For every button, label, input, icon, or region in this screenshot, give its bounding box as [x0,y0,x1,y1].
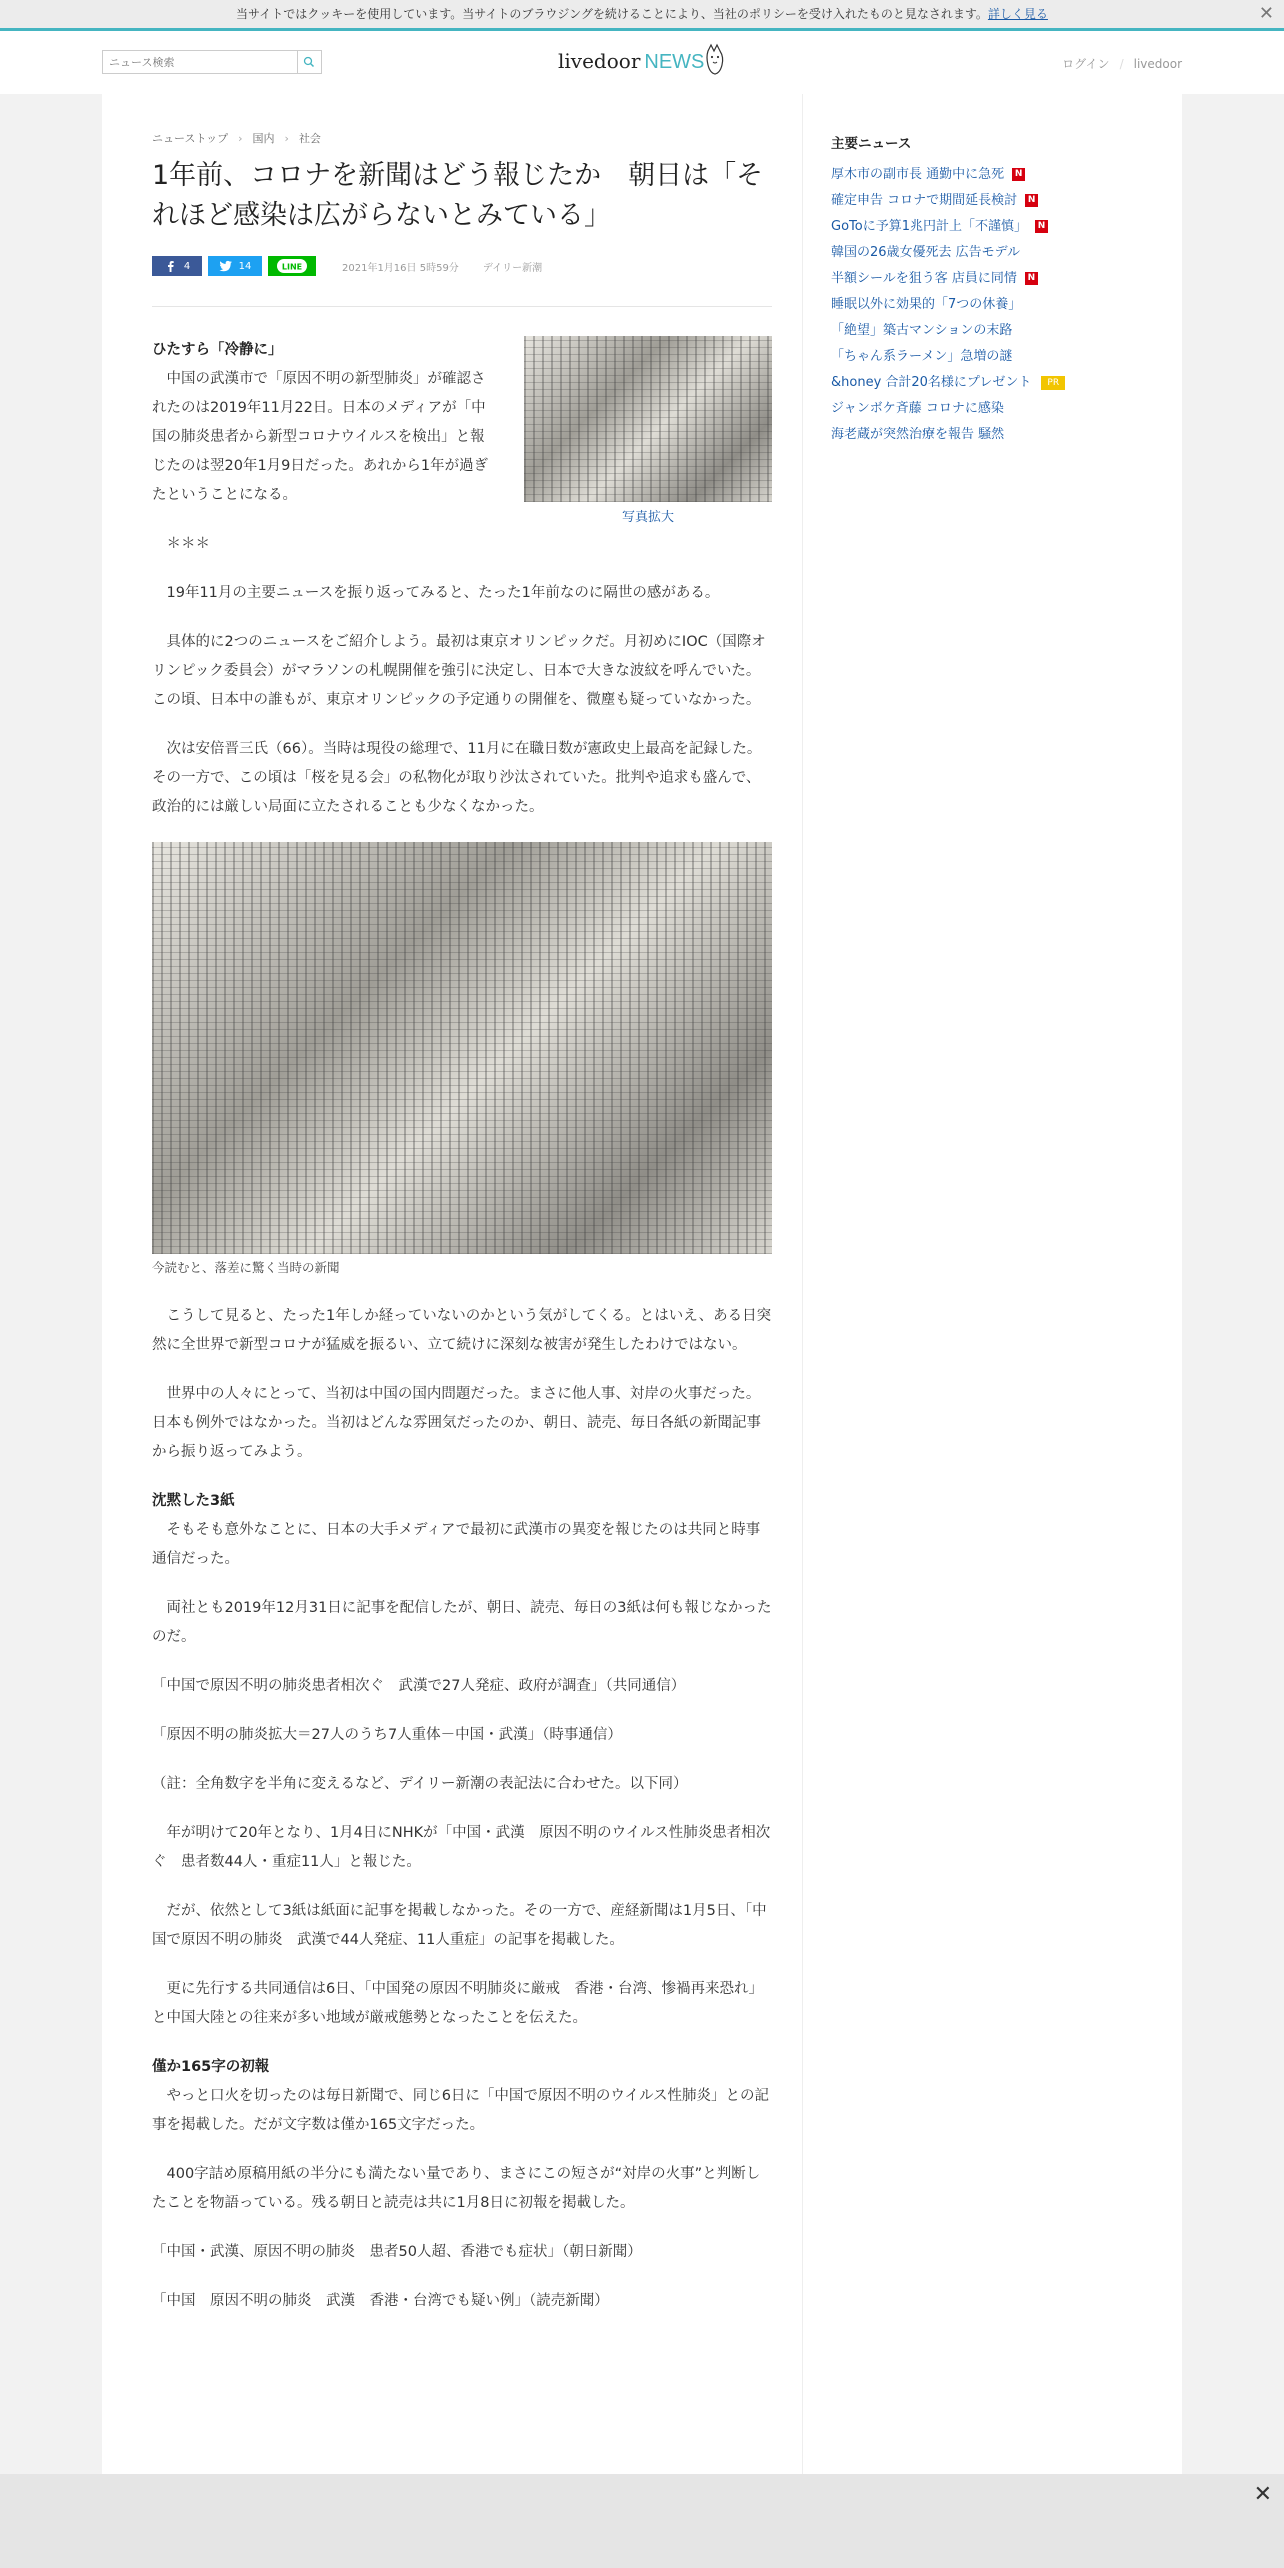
news-item[interactable] [831,266,1065,292]
news-item[interactable] [831,344,1065,370]
news-item[interactable] [831,422,1065,448]
search-box [102,50,322,74]
paragraph: やっと口火を切ったのは毎日新聞で、同じ6日に「中国で原因不明のウイルス性肺炎」との記事を掲載した。だが文字数は僅か165文字だった。 [152,2088,770,2133]
section-heading: 僅か165字の初報 [152,2059,270,2075]
newspapers-image[interactable] [152,842,772,1254]
breadcrumb-item[interactable]: ニューストップ [152,132,229,145]
divider [152,306,772,307]
paragraph: 具体的に2つのニュースをご紹介しよう。最初は東京オリンピックだ。月初めにIOC（国際オリンピック委員会）がマラソンの札幌開催を強引に決定し、日本で大きな波紋を呼んでいた。この頃、日本中の誰もが、東京オリンピックの予定通りの開催を、微塵も疑っていなかった。 [152,634,766,708]
large-photo [152,842,772,1278]
paragraph: 世界中の人々にとって、当初は中国の国内問題だった。まさに他人事、対岸の火事だった。日本も例外ではなかった。当初はどんな雰囲気だったのか、朝日、読売、毎日各紙の新聞記事から振り返ってみよう。 [152,1386,761,1460]
site-logo[interactable] [558,49,704,74]
paragraph: だが、依然として3紙は紙面に記事を掲載しなかった。その一方で、産経新聞は1月5日、「中国で原因不明の肺炎 武漢で44人発症、11人重症」の記事を掲載した。 [152,1903,767,1948]
livedoor-link[interactable]: livedoor [1133,57,1182,71]
article-body [152,336,772,2336]
newspaper-photo[interactable] [524,336,772,502]
facebook-share-button[interactable] [152,256,202,276]
photo-caption: 今読むと、落差に驚く当時の新聞 [152,1260,340,1275]
paragraph: 次は安倍晋三氏（66）。当時は現役の総理で、11月に在職日数が憲政史上最高を記録した。その一方で、この頃は「桜を見る会」の私物化が取り沙汰されていた。批判や追求も盛んで、政治的には厳しい局面に立たされることも少なくなかった。 [152,741,762,815]
line-icon [277,259,307,273]
article-photo[interactable] [524,336,772,528]
news-item-label[interactable]: 睡眠以外に効果的「7つの休養」 [831,297,1022,312]
news-item-label[interactable]: 韓国の26歳女優死去 広告モデル [831,245,1021,260]
new-badge: N [1035,220,1048,233]
cookie-details-link[interactable]: 詳しく見る [987,7,1048,21]
article-title: 1年前、コロナを新聞はどう報じたか 朝日は「それほど感染は広がらないとみている」 [152,160,764,231]
quote: 「原因不明の肺炎拡大＝27人のうち7人重体－中国・武漢」（時事通信） [152,1727,622,1743]
news-item[interactable] [831,240,1065,266]
quote: 「中国 原因不明の肺炎 武漢 香港・台湾でも疑い例」（読売新聞） [152,2293,609,2309]
close-icon[interactable]: ✕ [1253,2482,1272,2507]
news-item[interactable] [831,292,1065,318]
new-badge: N [1025,272,1038,285]
pr-badge: PR [1041,376,1065,390]
cookie-banner [0,0,1284,31]
sidebar-heading: 主要ニュース [831,136,912,152]
news-item[interactable] [831,396,1065,422]
news-item-label[interactable]: 「ちゃん系ラーメン」急増の謎 [831,349,1013,364]
paragraph: 年が明けて20年となり、1月4日にNHKが「中国・武漢 原因不明のウイルス性肺炎患者相次ぐ 患者数44人・重症11人」と報じた。 [152,1825,771,1870]
paragraph: 中国の武漢市で「原因不明の新型肺炎」が確認されたのは2019年11月22日。日本のメディアが「中国の肺炎患者から新型コロナウイルスを検出」と報じたのは翌20年1月9日だった。あれから1年が過ぎたということになる。 [152,371,489,503]
cookie-text: 当サイトではクッキーを使用しています。当サイトのブラウジングを続けることにより、当社のポリシーを受け入れたものと見なされます。 [236,7,988,21]
logo-news: NEWS [644,51,705,73]
news-item[interactable] [831,318,1065,344]
twitter-icon [219,260,233,272]
mascot-icon [702,43,728,77]
article-source[interactable]: デイリー新潮 [482,262,543,274]
news-item-label[interactable]: 「絶望」築古マンションの末路 [831,323,1013,338]
section-heading: ひたすら「冷静に」 [152,342,283,358]
news-item-label[interactable]: ジャンボケ斉藤 コロナに感染 [831,401,1004,416]
news-item-label[interactable]: GoToに予算1兆円計上「不謹慎」 [831,219,1027,234]
news-item-label[interactable]: 海老蔵が突然治療を報告 騒然 [831,427,1005,442]
news-item-label[interactable]: &honey 合計20名様にプレゼント [831,375,1032,390]
note: （註：全角数字を半角に変えるなど、デイリー新潮の表記法に合わせた。以下同） [152,1776,688,1792]
news-item-label[interactable]: 厚木市の副市長 通勤中に急死 [831,167,1005,182]
logo-livedoor: livedoor [558,49,641,73]
section-heading: 沈黙した3紙 [152,1493,235,1509]
line-share-button[interactable] [268,256,316,276]
separator-stars: ＊＊＊ [152,536,210,552]
news-item[interactable] [831,370,1065,396]
article-date: 2021年1月16日 5時59分 [342,262,459,274]
paragraph: そもそも意外なことに、日本の大手メディアで最初に武漢市の異変を報じたのは共同と時事通信だった。 [152,1522,761,1567]
breadcrumb: ニューストップ › 国内 › 社会 [152,132,321,145]
quote: 「中国で原因不明の肺炎患者相次ぐ 武漢で27人発症、政府が調査」（共同通信） [152,1678,686,1694]
page-content [102,94,1182,2474]
paragraph: 19年11月の主要ニュースを振り返ってみると、たった1年前なのに隔世の感がある。 [152,585,720,601]
photo-enlarge-link[interactable]: 写真拡大 [621,510,674,525]
twitter-count: 14 [238,260,252,272]
facebook-icon [164,260,178,272]
new-badge: N [1012,168,1025,181]
paragraph: 両社とも2019年12月31日に記事を配信したが、朝日、読売、毎日の3紙は何も報じなかったのだ。 [152,1600,772,1645]
new-badge: N [1025,194,1038,207]
paragraph: 400字詰め原稿用紙の半分にも満たない量であり、まさにこの短さが“対岸の火事”と判断したことを物語っている。残る朝日と読売は共に1月8日に初報を掲載した。 [152,2166,761,2211]
search-button[interactable] [297,51,321,73]
twitter-share-button[interactable] [208,256,262,276]
quote: 「中国・武漢、原因不明の肺炎 患者50人超、香港でも症状」（朝日新聞） [152,2244,642,2260]
search-icon [298,51,320,73]
news-item-label[interactable]: 確定申告 コロナで期間延長検討 [831,193,1018,208]
site-header [0,31,1284,94]
news-item[interactable] [831,214,1065,240]
header-nav: ログイン / livedoor [1062,57,1182,71]
paragraph: こうして見ると、たった1年しか経っていないのかという気がしてくる。とはいえ、ある日突然に全世界で新型コロナが猛威を振るい、立て続けに深刻な被害が発生したわけではない。 [152,1308,772,1353]
close-icon[interactable]: ✕ [1258,3,1274,24]
bottom-ad-bar [0,2474,1284,2568]
sidebar [802,94,1183,2474]
login-link[interactable]: ログイン [1062,57,1110,71]
news-item[interactable] [831,188,1065,214]
line-label: LINE [281,262,303,272]
breadcrumb-item[interactable]: 国内 [252,132,275,145]
facebook-count: 4 [183,260,191,272]
news-item[interactable] [831,162,1065,188]
news-item-label[interactable]: 半額シールを狙う客 店員に同情 [831,271,1017,286]
paragraph: 更に先行する共同通信は6日、「中国発の原因不明肺炎に厳戒 香港・台湾、惨禍再来恐れ」と中国大陸との往来が多い地域が厳戒態勢となったことを伝えた。 [152,1981,763,2026]
breadcrumb-item[interactable]: 社会 [298,132,321,145]
search-input[interactable] [103,52,305,74]
share-bar [152,256,542,276]
top-news-list [831,162,1065,448]
